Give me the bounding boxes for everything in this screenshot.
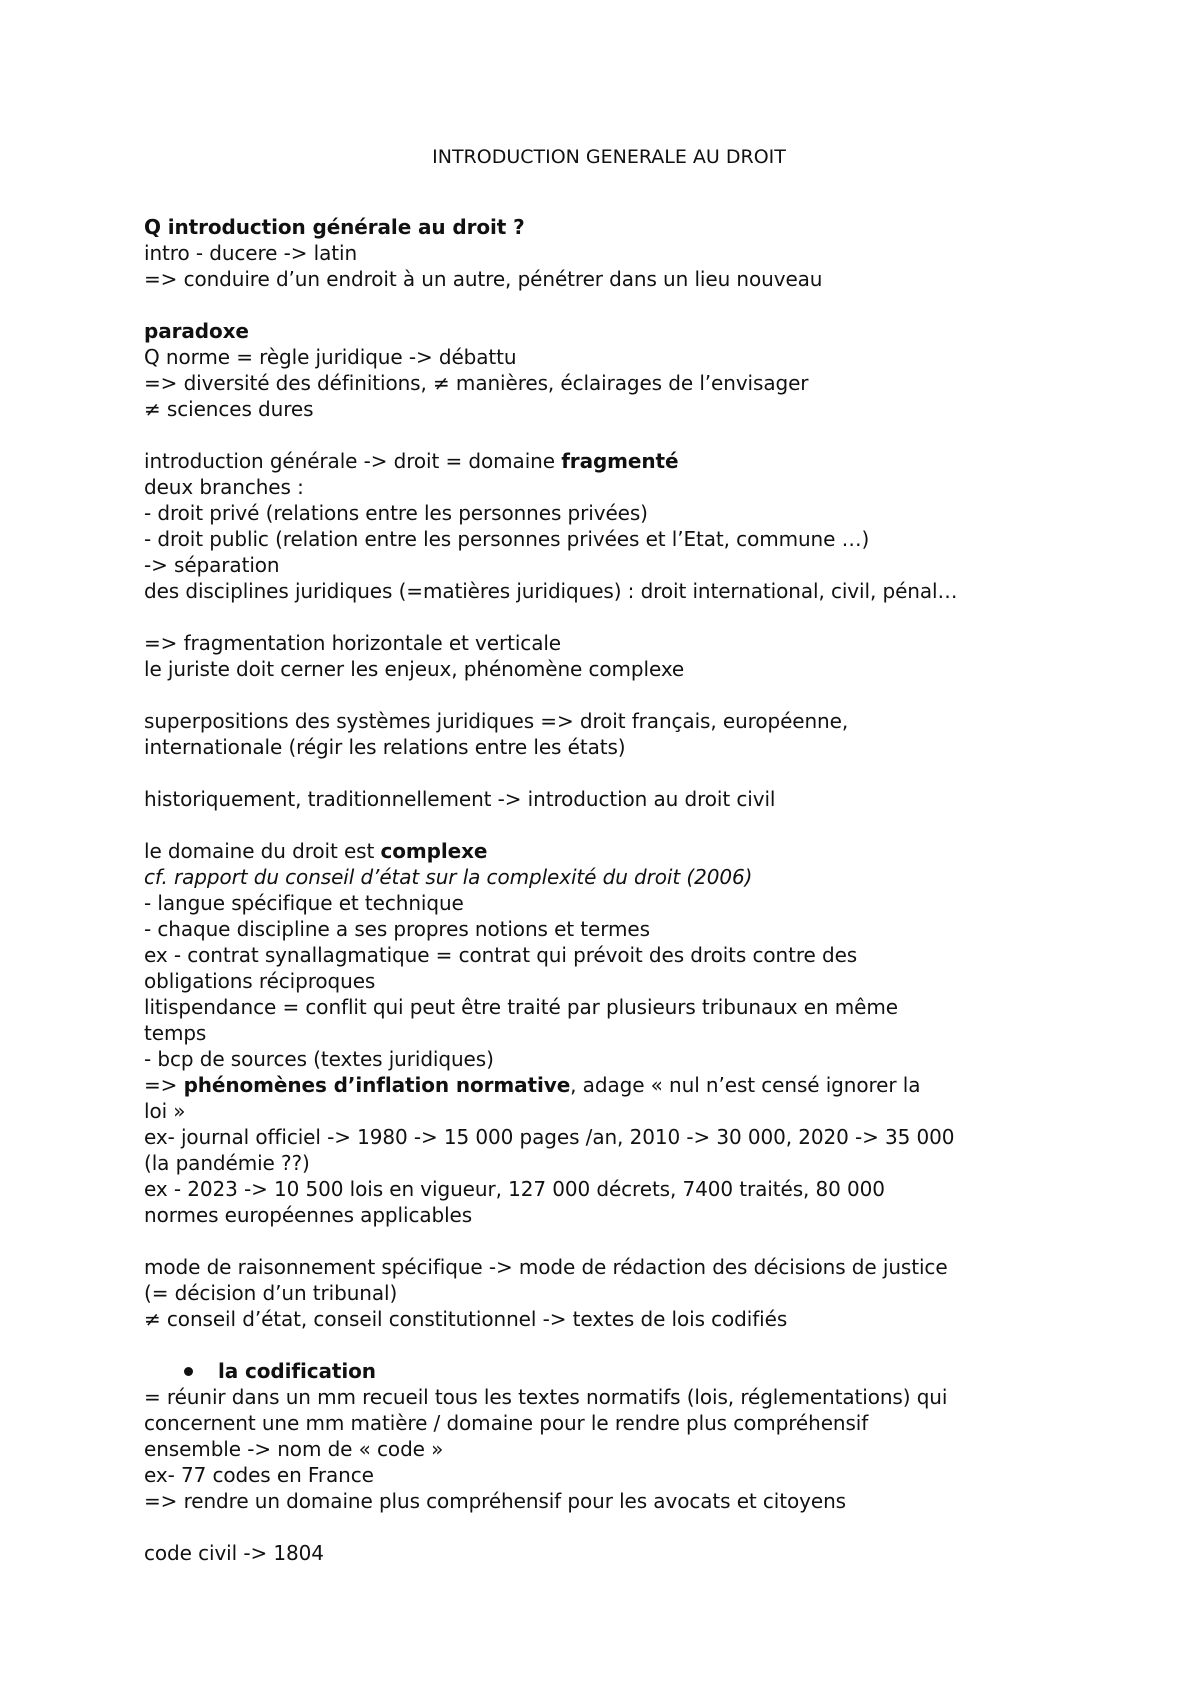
text-line xyxy=(144,1254,1074,1280)
text-segment: historiquement, traditionnellement -> introduction au droit civil xyxy=(144,787,776,811)
text-segment: litispendance = conflit qui peut être traité par plusieurs tribunaux en même xyxy=(144,995,898,1019)
text-line xyxy=(144,344,1074,370)
text-line xyxy=(144,214,1074,240)
bold-text: phénomènes d’inflation normative xyxy=(183,1073,571,1097)
text-segment: - droit public (relation entre les personnes privées et l’Etat, commune …) xyxy=(144,527,870,551)
text-segment: internationale (régir les relations entre les états) xyxy=(144,735,626,759)
paragraph-gap xyxy=(144,812,1074,838)
text-segment: normes européennes applicables xyxy=(144,1203,473,1227)
text-segment: concernent une mm matière / domaine pour le rendre plus compréhensif xyxy=(144,1411,869,1435)
text-line xyxy=(144,1202,1074,1228)
text-segment: le domaine du droit est xyxy=(144,839,381,863)
document-title: INTRODUCTION GENERALE AU DROIT xyxy=(432,146,786,168)
text-line xyxy=(144,838,1074,864)
text-segment: => xyxy=(144,1073,184,1097)
text-segment: , adage « nul n’est censé ignorer la xyxy=(570,1073,921,1097)
text-segment: -> séparation xyxy=(144,553,280,577)
bold-text: complexe xyxy=(380,839,488,863)
text-line xyxy=(144,1488,1074,1514)
text-line xyxy=(144,1046,1074,1072)
text-segment: mode de raisonnement spécifique -> mode de rédaction des décisions de justice xyxy=(144,1255,948,1279)
text-segment: ≠ sciences dures xyxy=(144,397,314,421)
text-line xyxy=(144,864,1074,890)
text-segment: => conduire d’un endroit à un autre, pénétrer dans un lieu nouveau xyxy=(144,267,823,291)
text-line xyxy=(144,1072,1074,1098)
text-line xyxy=(144,266,1074,292)
text-segment: - langue spécifique et technique xyxy=(144,891,464,915)
text-line xyxy=(144,370,1074,396)
paragraph-gap xyxy=(144,422,1074,448)
text-line xyxy=(144,942,1074,968)
text-line xyxy=(144,474,1074,500)
text-segment: ensemble -> nom de « code » xyxy=(144,1437,444,1461)
text-line xyxy=(144,1384,1074,1410)
text-line xyxy=(144,916,1074,942)
bold-text: fragmenté xyxy=(561,449,679,473)
text-line xyxy=(144,500,1074,526)
text-line xyxy=(144,240,1074,266)
bold-text: paradoxe xyxy=(144,319,249,343)
text-line xyxy=(144,1306,1074,1332)
text-segment: superpositions des systèmes juridiques => droit français, européenne, xyxy=(144,709,849,733)
text-line xyxy=(144,526,1074,552)
text-segment: des disciplines juridiques (=matières juridiques) : droit international, civil, pénal… xyxy=(144,579,958,603)
text-line xyxy=(144,1436,1074,1462)
text-line xyxy=(144,1124,1074,1150)
text-segment: - chaque discipline a ses propres notions et termes xyxy=(144,917,650,941)
text-segment: obligations réciproques xyxy=(144,969,376,993)
paragraph-gap xyxy=(144,604,1074,630)
paragraph-gap xyxy=(144,682,1074,708)
text-segment: Q norme = règle juridique -> débattu xyxy=(144,345,517,369)
text-segment: (la pandémie ??) xyxy=(144,1151,310,1175)
text-line xyxy=(144,396,1074,422)
text-line xyxy=(144,448,1074,474)
text-line xyxy=(144,734,1074,760)
text-segment: ex- journal officiel -> 1980 -> 15 000 pages /an, 2010 -> 30 000, 2020 -> 35 000 xyxy=(144,1125,955,1149)
text-line xyxy=(144,656,1074,682)
text-line xyxy=(144,1176,1074,1202)
text-segment: code civil -> 1804 xyxy=(144,1541,324,1565)
italic-text: cf. rapport du conseil d’état sur la complexité du droit (2006) xyxy=(144,865,753,889)
text-segment: => fragmentation horizontale et verticale xyxy=(144,631,562,655)
paragraph-gap xyxy=(144,292,1074,318)
paragraph-gap xyxy=(144,1514,1074,1540)
text-line xyxy=(144,786,1074,812)
bullet-item xyxy=(144,1358,1074,1384)
text-segment: - droit privé (relations entre les personnes privées) xyxy=(144,501,648,525)
text-segment: => rendre un domaine plus compréhensif pour les avocats et citoyens xyxy=(144,1489,846,1513)
text-segment: deux branches : xyxy=(144,475,304,499)
text-segment: ≠ conseil d’état, conseil constitutionnel -> textes de lois codifiés xyxy=(144,1307,788,1331)
text-line xyxy=(144,1410,1074,1436)
text-segment: ex- 77 codes en France xyxy=(144,1463,374,1487)
text-segment: le juriste doit cerner les enjeux, phénomène complexe xyxy=(144,657,685,681)
text-segment: intro - ducere -> latin xyxy=(144,241,358,265)
text-segment: loi » xyxy=(144,1099,186,1123)
text-segment: = réunir dans un mm recueil tous les textes normatifs (lois, réglementations) qui xyxy=(144,1385,948,1409)
text-line xyxy=(144,890,1074,916)
paragraph-gap xyxy=(144,1332,1074,1358)
bold-text: la codification xyxy=(218,1359,376,1383)
text-segment: - bcp de sources (textes juridiques) xyxy=(144,1047,494,1071)
text-segment: introduction générale -> droit = domaine xyxy=(144,449,562,473)
document-body xyxy=(144,144,1074,1566)
text-line xyxy=(144,1540,1074,1566)
text-line xyxy=(144,968,1074,994)
text-segment: ex - 2023 -> 10 500 lois en vigueur, 127 000 décrets, 7400 traités, 80 000 xyxy=(144,1177,885,1201)
text-segment: temps xyxy=(144,1021,207,1045)
text-segment: ex - contrat synallagmatique = contrat qui prévoit des droits contre des xyxy=(144,943,858,967)
text-line xyxy=(144,630,1074,656)
text-segment: => diversité des définitions, ≠ manières, éclairages de l’envisager xyxy=(144,371,809,395)
text-line xyxy=(144,552,1074,578)
text-line xyxy=(144,1150,1074,1176)
paragraph-gap xyxy=(144,760,1074,786)
bullet-dot-icon xyxy=(184,1367,193,1376)
text-line xyxy=(144,578,1074,604)
text-line xyxy=(144,994,1074,1020)
bold-text: Q introduction générale au droit ? xyxy=(144,215,525,239)
text-segment: (= décision d’un tribunal) xyxy=(144,1281,398,1305)
text-line xyxy=(144,1462,1074,1488)
text-line xyxy=(144,708,1074,734)
text-line xyxy=(144,1280,1074,1306)
text-line xyxy=(144,1098,1074,1124)
paragraph-gap xyxy=(144,1228,1074,1254)
text-line xyxy=(144,1020,1074,1046)
text-line xyxy=(144,318,1074,344)
